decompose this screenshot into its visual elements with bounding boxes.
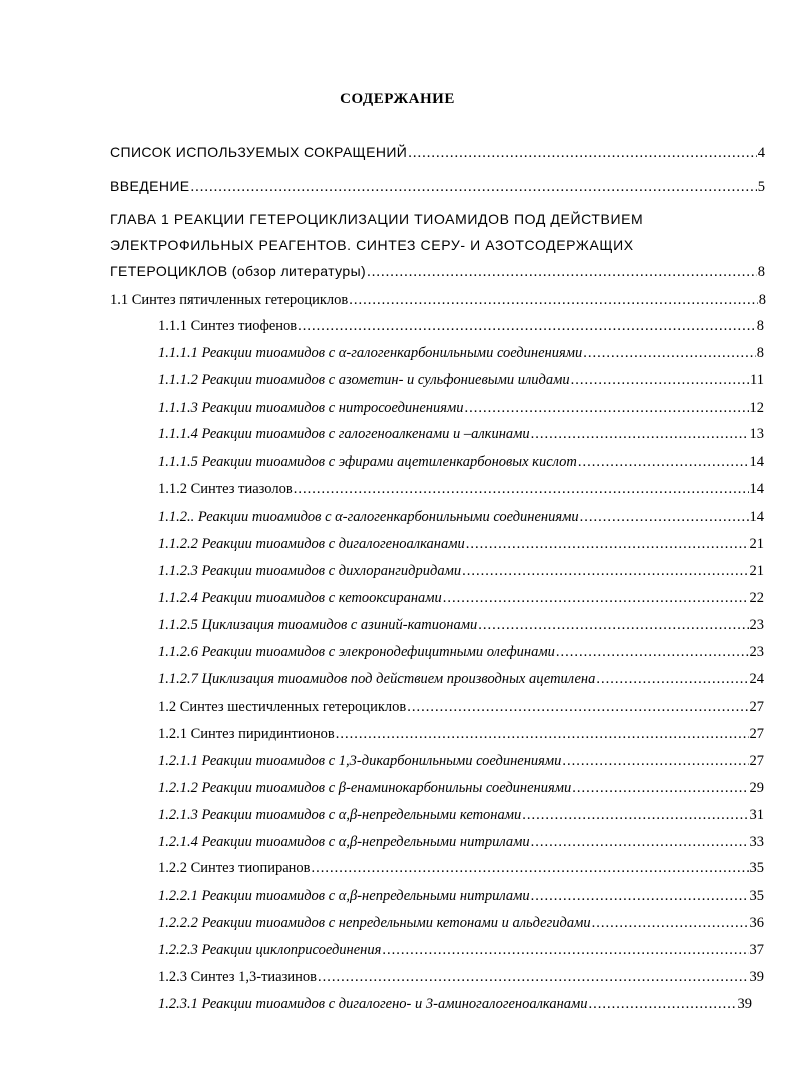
toc-entry-text: 1.2.2 Синтез тиопиранов bbox=[158, 860, 311, 876]
toc-entry-page: 24 bbox=[749, 671, 764, 687]
toc-entry bbox=[158, 588, 764, 608]
toc-entry-page: 14 bbox=[749, 509, 764, 525]
chapter-title-line-2: ЭЛЕКТРОФИЛЬНЫХ РЕАГЕНТОВ. СИНТЕЗ СЕРУ- И АЗОТСОДЕРЖАЩИХ bbox=[110, 237, 634, 253]
toc-entry-page: 35 bbox=[749, 888, 764, 904]
toc-leader bbox=[589, 994, 737, 1014]
toc-entry-page: 14 bbox=[749, 454, 764, 470]
toc-entry bbox=[110, 290, 766, 310]
toc-entry-page: 5 bbox=[757, 179, 765, 195]
toc-entry-text: 1.2.2.3 Реакции циклоприсоединения bbox=[158, 942, 382, 958]
toc-entry-text: 1.2.3 Синтез 1,3-тиазинов bbox=[158, 969, 317, 985]
toc-leader bbox=[191, 177, 757, 197]
toc-entry bbox=[158, 615, 764, 635]
toc-leader bbox=[578, 452, 749, 472]
toc-leader bbox=[294, 479, 749, 499]
toc-entry-page: 23 bbox=[749, 644, 764, 660]
chapter-title-line-3: ГЕТЕРОЦИКЛОВ (обзор литературы) bbox=[110, 263, 367, 279]
toc-leader bbox=[556, 642, 749, 662]
toc-leader bbox=[462, 561, 748, 581]
toc-entry-text: 1.1.2.. Реакции тиоамидов с α-галогенкарбонильными соединениями bbox=[158, 509, 579, 525]
toc-entry bbox=[158, 343, 764, 363]
toc-entry-page: 39 bbox=[749, 969, 764, 985]
chapter-title-line-1: ГЛАВА 1 РЕАКЦИИ ГЕТЕРОЦИКЛИЗАЦИИ ТИОАМИДОВ ПОД ДЕЙСТВИЕМ bbox=[110, 211, 644, 227]
toc-leader bbox=[349, 290, 758, 310]
toc-entry bbox=[158, 534, 764, 554]
toc-entry-page: 8 bbox=[758, 292, 766, 308]
toc-entry bbox=[158, 507, 764, 527]
toc-entry-page: 21 bbox=[749, 563, 764, 579]
toc-entry bbox=[158, 751, 764, 771]
toc-entry bbox=[158, 697, 764, 717]
toc-entry-page: 23 bbox=[749, 617, 764, 633]
toc-leader bbox=[382, 940, 748, 960]
toc-entry-text: 1.1.2.6 Реакции тиоамидов с элекронодефицитными олефинами bbox=[158, 644, 555, 660]
toc-entry bbox=[110, 176, 765, 197]
toc-entry-text: СПИСОК ИСПОЛЬЗУЕМЫХ СОКРАЩЕНИЙ bbox=[110, 144, 408, 160]
toc-leader bbox=[596, 669, 748, 689]
toc-entry-text: 1.2.1.3 Реакции тиоамидов с α,β-непредельными кетонами bbox=[158, 807, 522, 823]
toc-entry-text: 1.2.2.2 Реакции тиоамидов с непредельными кетонами и альдегидами bbox=[158, 915, 591, 931]
toc-entry bbox=[158, 778, 764, 798]
toc-leader bbox=[580, 507, 749, 527]
toc-leader bbox=[336, 724, 749, 744]
toc-leader bbox=[367, 262, 757, 282]
toc-entry bbox=[158, 805, 764, 825]
toc-entry-text: ВВЕДЕНИЕ bbox=[110, 178, 190, 194]
toc-entry-page: 21 bbox=[749, 536, 764, 552]
toc-entry bbox=[158, 316, 764, 336]
toc-entry-page: 27 bbox=[749, 726, 764, 742]
toc-entry-text: 1.1.2.5 Циклизация тиоамидов с азиний-катионами bbox=[158, 617, 478, 633]
toc-entry-text: 1.2.1.4 Реакции тиоамидов с α,β-непредельными нитрилами bbox=[158, 834, 530, 850]
toc-entry-page: 11 bbox=[750, 372, 764, 388]
toc-entry-text: 1.2.1.1 Реакции тиоамидов с 1,3-дикарбонильными соединениями bbox=[158, 753, 562, 769]
toc-entry-page: 8 bbox=[757, 264, 765, 280]
toc-leader bbox=[407, 697, 748, 717]
toc-entry-page: 27 bbox=[749, 753, 764, 769]
toc-entry bbox=[158, 913, 764, 933]
toc-entry-page: 31 bbox=[749, 807, 764, 823]
toc-entry-page: 8 bbox=[756, 318, 764, 334]
toc-leader bbox=[531, 424, 749, 444]
toc-entry-page: 27 bbox=[749, 699, 764, 715]
toc-entry bbox=[158, 424, 764, 444]
toc-entry-text: 1.1.2.4 Реакции тиоамидов с кетооксиранами bbox=[158, 590, 442, 606]
toc-entry-text: 1.1.1.3 Реакции тиоамидов с нитросоединениями bbox=[158, 400, 464, 416]
toc-entry bbox=[158, 452, 764, 472]
toc-leader bbox=[465, 398, 749, 418]
toc-leader bbox=[298, 316, 756, 336]
toc-leader bbox=[466, 534, 749, 554]
toc-leader bbox=[592, 913, 749, 933]
toc-leader bbox=[312, 858, 749, 878]
toc-entry bbox=[158, 370, 764, 390]
toc-entry bbox=[110, 142, 765, 163]
toc-entry-text: 1.2.3.1 Реакции тиоамидов с дигалогено- и 3-аминогалогеноалканами bbox=[158, 996, 588, 1012]
toc-entry bbox=[158, 858, 764, 878]
toc-entry-page: 4 bbox=[757, 145, 765, 161]
toc-entry-page: 13 bbox=[749, 426, 764, 442]
toc-entry bbox=[158, 479, 764, 499]
toc-entry-text: 1.1.2.7 Циклизация тиоамидов под действием производных ацетилена bbox=[158, 671, 596, 687]
toc-entry-page: 35 bbox=[749, 860, 764, 876]
toc-leader bbox=[571, 370, 749, 390]
toc-leader bbox=[531, 886, 749, 906]
toc-entry-page: 33 bbox=[749, 834, 764, 850]
toc-entry-text: 1.1.1.4 Реакции тиоамидов с галогеноалкенами и –алкинами bbox=[158, 426, 530, 442]
toc-leader bbox=[583, 343, 756, 363]
page-title: СОДЕРЖАНИЕ bbox=[340, 91, 455, 107]
toc-entry-text: 1.1 Синтез пятичленных гетероциклов bbox=[110, 292, 349, 308]
toc-entry-text: 1.1.1 Синтез тиофенов bbox=[158, 318, 298, 334]
toc-entry bbox=[158, 724, 764, 744]
toc-entry-text: 1.2.1 Синтез пиридинтионов bbox=[158, 726, 335, 742]
toc-entry-text: 1.1.2.2 Реакции тиоамидов с дигалогеноалканами bbox=[158, 536, 465, 552]
toc-entry-text: 1.1.2 Синтез тиазолов bbox=[158, 481, 293, 497]
toc-entry-page: 14 bbox=[749, 481, 764, 497]
toc-entry bbox=[158, 940, 764, 960]
toc-entry bbox=[158, 669, 764, 689]
toc-leader bbox=[408, 143, 756, 163]
toc-entry-text: 1.1.1.5 Реакции тиоамидов с эфирами ацетиленкарбоновых кислот bbox=[158, 454, 577, 470]
toc-entry bbox=[158, 642, 764, 662]
toc-leader bbox=[478, 615, 748, 635]
toc-entry-page: 22 bbox=[749, 590, 764, 606]
toc-entry-page: 36 bbox=[749, 915, 764, 931]
toc-entry bbox=[158, 994, 752, 1014]
toc-entry bbox=[158, 561, 764, 581]
toc-entry-page: 39 bbox=[737, 996, 752, 1012]
toc-entry-page: 37 bbox=[749, 942, 764, 958]
toc-entry-text: 1.1.1.2 Реакции тиоамидов с азометин- и сульфониевыми илидами bbox=[158, 372, 570, 388]
toc-entry-page: 12 bbox=[749, 400, 764, 416]
toc-entry-page: 29 bbox=[749, 780, 764, 796]
toc-entry-page: 8 bbox=[756, 345, 764, 361]
toc-entry-text: 1.1.2.3 Реакции тиоамидов с дихлорангидридами bbox=[158, 563, 462, 579]
toc-entry-text: 1.2.2.1 Реакции тиоамидов с α,β-непредельными нитрилами bbox=[158, 888, 530, 904]
toc-entry-text: 1.1.1.1 Реакции тиоамидов с α-галогенкарбонильными соединениями bbox=[158, 345, 583, 361]
toc-entry-chapter bbox=[110, 261, 765, 282]
toc-entry bbox=[158, 886, 764, 906]
toc-leader bbox=[443, 588, 749, 608]
toc-leader bbox=[318, 967, 749, 987]
toc-entry bbox=[158, 967, 764, 987]
toc-leader bbox=[531, 832, 749, 852]
toc-leader bbox=[522, 805, 748, 825]
toc-entry-text: 1.2.1.2 Реакции тиоамидов с β-енаминокарбонильны соединениями bbox=[158, 780, 572, 796]
toc-entry-text: 1.2 Синтез шестичленных гетероциклов bbox=[158, 699, 407, 715]
toc-entry bbox=[158, 832, 764, 852]
toc-leader bbox=[562, 751, 748, 771]
toc-entry bbox=[158, 398, 764, 418]
toc-leader bbox=[572, 778, 748, 798]
